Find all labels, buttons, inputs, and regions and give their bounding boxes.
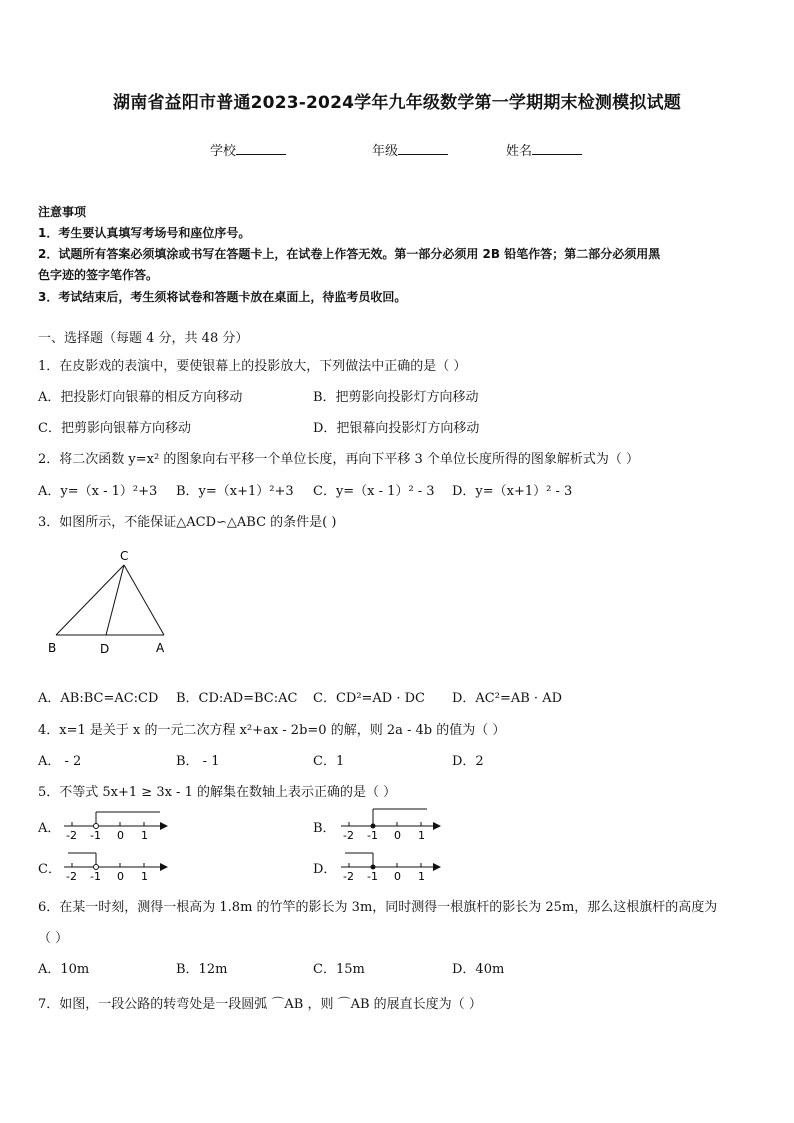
q6-option-a: A．10m (38, 962, 90, 977)
side-bc (56, 565, 124, 635)
number-line-b (337, 804, 447, 844)
q1-option-a: A．把投影灯向银幕的相反方向移动 (38, 390, 243, 405)
q3-option-b: B．CD:AD=BC:AC (176, 691, 298, 706)
q4-option-d: D．2 (452, 754, 484, 769)
q6-option-d: D．40m (452, 962, 505, 977)
svg-text:-1: -1 (367, 829, 378, 842)
question-2-stem: 2．将二次函数 y=x² 的图象向右平移一个单位长度，再向下平移 3 个单位长度所得的图象解析式为（ ） (38, 452, 639, 467)
q5-option-c: C． (38, 862, 61, 877)
svg-text:0: 0 (117, 870, 124, 883)
q4-option-a: A． - 2 (38, 754, 82, 769)
segment-cd (106, 565, 124, 635)
notice-item-2-cont: 色字迹的签字笔作答。 (38, 268, 159, 282)
svg-text:0: 0 (394, 829, 401, 842)
label-a: A (156, 641, 165, 655)
grade-field (372, 140, 448, 159)
svg-text:-1: -1 (90, 870, 101, 883)
q2-option-b: B．y=（x+1）²+3 (176, 484, 294, 499)
label-b: B (48, 641, 57, 655)
svg-text:1: 1 (418, 829, 425, 842)
q6-option-b: B．12m (176, 962, 228, 977)
question-5-stem: 5．不等式 5x+1 ≥ 3x - 1 的解集在数轴上表示正确的是（ ） (38, 785, 397, 800)
q3-option-d: D．AC²=AB · AD (452, 691, 563, 706)
q3-option-c: C．CD²=AD · DC (313, 691, 425, 706)
question-3-stem: 3．如图所示，不能保证△ACD∽△ABC 的条件是( ) (38, 515, 337, 530)
svg-text:-2: -2 (343, 870, 354, 883)
q5-option-d: D． (313, 862, 337, 877)
question-6-stem-cont: （ ） (38, 931, 69, 946)
q3-option-a: A．AB:BC=AC:CD (38, 691, 159, 706)
svg-text:-2: -2 (66, 870, 77, 883)
svg-text:1: 1 (141, 870, 148, 883)
notice-heading: 注意事项 (38, 205, 87, 219)
label-c: C (120, 549, 129, 563)
svg-text:-1: -1 (90, 829, 101, 842)
notice-item-1: 1．考生要认真填写考场号和座位序号。 (38, 226, 251, 240)
q6-option-c: C．15m (313, 962, 365, 977)
q4-option-b: B． - 1 (176, 754, 220, 769)
side-ca (124, 565, 164, 635)
svg-text:-1: -1 (367, 870, 378, 883)
question-6-stem: 6．在某一时刻，测得一根高为 1.8m 的竹竿的影长为 3m，同时测得一根旗杆的影长为 25m，那么这根旗杆的高度为 (38, 900, 718, 915)
number-line-c (60, 845, 170, 885)
question-4-stem: 4．x=1 是关于 x 的一元二次方程 x²+ax - 2b=0 的解，则 2a - 4b 的值为（ ） (38, 723, 506, 738)
svg-text:1: 1 (418, 870, 425, 883)
school-field (210, 140, 286, 159)
section-heading: 一、选择题（每题 4 分，共 48 分） (38, 331, 249, 346)
q1-option-c: C．把剪影向银幕方向移动 (38, 421, 191, 436)
name-field (506, 140, 582, 159)
svg-text:0: 0 (394, 870, 401, 883)
page-title: 湖南省益阳市普通2023-2024学年九年级数学第一学期期末检测模拟试题 (113, 93, 681, 113)
label-d: D (100, 642, 110, 656)
number-line-a (60, 804, 170, 844)
grade-label: 年级 (372, 144, 399, 159)
q4-option-c: C．1 (313, 754, 345, 769)
q5-option-a: A． (38, 821, 61, 836)
name-blank (532, 142, 582, 155)
svg-text:-2: -2 (343, 829, 354, 842)
svg-text:-2: -2 (66, 829, 77, 842)
notice-item-2: 2．试题所有答案必须填涂或书写在答题卡上，在试卷上作答无效。第一部分必须用 2B 铅笔作答；第二部分必须用黑 (38, 247, 661, 261)
school-label: 学校 (210, 144, 237, 159)
notice-item-3: 3．考试结束后，考生须将试卷和答题卡放在桌面上，待监考员收回。 (38, 290, 407, 304)
svg-text:1: 1 (141, 829, 148, 842)
triangle-figure (40, 545, 180, 660)
number-line-d (337, 845, 447, 885)
q1-option-b: B．把剪影向投影灯方向移动 (313, 390, 479, 405)
question-1-stem: 1．在皮影戏的表演中，要使银幕上的投影放大，下列做法中正确的是（ ） (38, 359, 467, 374)
school-blank (236, 142, 286, 155)
q1-option-d: D．把银幕向投影灯方向移动 (313, 421, 480, 436)
q2-option-a: A．y=（x - 1）²+3 (38, 484, 158, 499)
grade-blank (398, 142, 448, 155)
name-label: 姓名 (506, 144, 533, 159)
q5-option-b: B． (313, 821, 336, 836)
q2-option-c: C．y=（x - 1）² - 3 (313, 484, 435, 499)
svg-text:0: 0 (117, 829, 124, 842)
q2-option-d: D．y=（x+1）² - 3 (452, 484, 573, 499)
question-7-stem: 7．如图，一段公路的转弯处是一段圆弧 ⌒AB ，则 ⌒AB 的展直长度为（ ） (38, 997, 482, 1012)
